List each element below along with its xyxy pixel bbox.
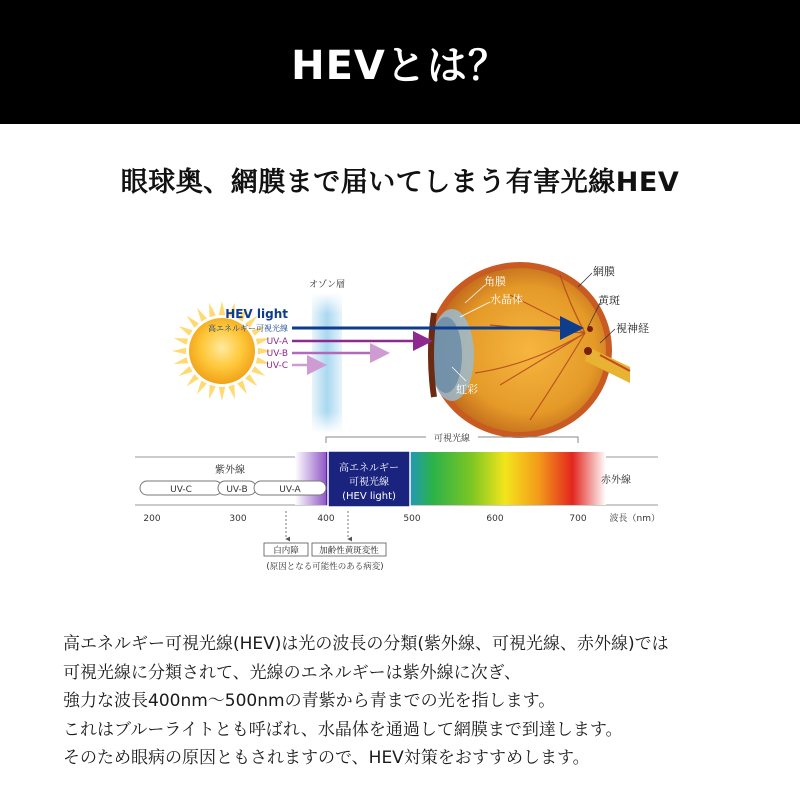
- description-line: 可視光線に分類されて、光線のエネルギーは紫外線に次ぎ、: [63, 662, 521, 683]
- header-bar: [0, 0, 800, 124]
- uvc-band-label: UV-C: [170, 485, 192, 495]
- description-line: 高エネルギー可視光線(HEV)は光の波長の分類(紫外線、可視光線、赤外線)では: [63, 634, 669, 654]
- optic-nerve-label: 視神経: [616, 322, 649, 335]
- sun-ray: [179, 366, 193, 376]
- visible-light-label: 可視光線: [433, 434, 471, 444]
- sun-ray: [179, 326, 193, 336]
- cataract-label: 白内障: [273, 546, 299, 556]
- hev-diagram: [130, 255, 690, 585]
- ir-label: 赤外線: [601, 475, 631, 486]
- page-subtitle: 眼球奥、網膜まで届いてしまう有害光線HEV: [120, 167, 680, 198]
- lens-label: 水晶体: [490, 293, 523, 306]
- iris-label: 虹彩: [456, 383, 478, 396]
- description-line: これはブルーライトとも呼ばれ、水晶体を通過して網膜まで到達します。: [63, 719, 623, 740]
- wavelength-unit: 波長（nm）: [609, 514, 660, 524]
- sun-ray: [219, 387, 225, 401]
- sun-ray: [174, 338, 189, 345]
- description-text: [63, 630, 783, 773]
- uva-band-label: UV-A: [279, 485, 301, 495]
- description-line: 強力な波長400nm～500nmの青紫から青までの光を指します。: [63, 691, 556, 711]
- tick-600: 600: [486, 514, 504, 524]
- macula-label: 黄斑: [598, 294, 620, 307]
- hev-box-line3: (HEV light): [342, 491, 396, 502]
- uvb-label: UV-B: [266, 349, 288, 359]
- uvc-label: UV-C: [266, 361, 288, 371]
- cornea-label: 角膜: [484, 275, 506, 288]
- page-title: HEVとは？: [291, 42, 509, 89]
- sun-ray: [197, 308, 207, 322]
- hev-box-line1: 高エネルギー: [339, 463, 399, 474]
- tick-500: 500: [403, 514, 421, 524]
- sun-ray: [187, 316, 199, 328]
- tick-700: 700: [569, 514, 587, 524]
- sun-ray: [245, 374, 257, 386]
- tick-200: 200: [143, 514, 161, 524]
- sun-ray: [172, 348, 186, 354]
- sun-ray: [209, 385, 216, 400]
- ozone-label: オゾン層: [308, 280, 346, 290]
- retina-label: 網膜: [593, 265, 615, 278]
- hev-light-label: HEV light: [225, 307, 288, 321]
- hev-box-line2: 可視光線: [349, 477, 389, 488]
- hev-sub-label: 高エネルギー可視光線: [208, 324, 288, 333]
- tick-300: 300: [229, 514, 247, 524]
- uva-label: UV-A: [266, 337, 288, 347]
- uvb-band-label: UV-B: [226, 485, 248, 495]
- sun-ray: [228, 385, 235, 400]
- tick-400: 400: [317, 514, 335, 524]
- sun-ray: [174, 357, 189, 364]
- uv-label: 紫外線: [215, 465, 245, 476]
- description-line: そのため眼病の原因ともされますので、HEV対策をおすすめします。: [63, 748, 590, 768]
- sun-ray: [209, 303, 216, 318]
- sun-ray: [251, 366, 265, 376]
- disease-note: (原因となる可能性のある病変): [266, 562, 384, 572]
- sun-ray: [197, 380, 207, 394]
- sun-ray: [187, 374, 199, 386]
- sun-ray: [237, 380, 247, 394]
- amd-label: 加齢性黄斑変性: [319, 546, 379, 556]
- eye-illustration: [428, 262, 630, 438]
